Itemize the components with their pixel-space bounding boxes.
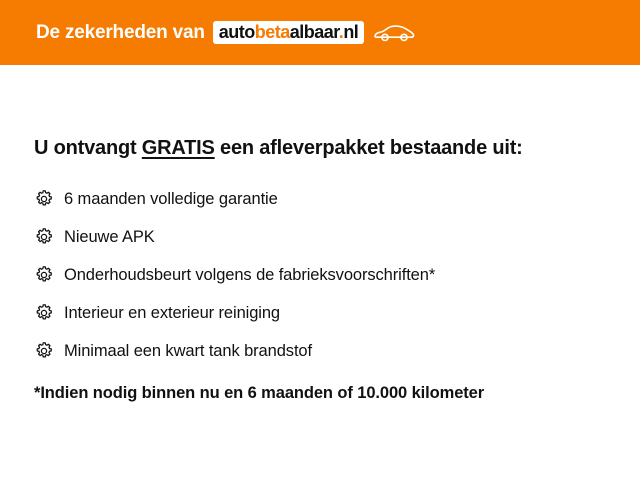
logo-part-nl: nl (343, 21, 359, 42)
page-header (0, 0, 640, 65)
logo-part-dot: . (338, 21, 344, 42)
list-item (34, 340, 606, 362)
gear-icon (34, 341, 54, 361)
headline-highlight: GRATIS (141, 137, 215, 159)
list-item (34, 226, 606, 248)
list-item-label: Interieur en exterieur reiniging (64, 303, 281, 322)
headline-after: een afleverpakket bestaande uit: (214, 137, 523, 159)
list-item-label: Minimaal een kwart tank brandstof (64, 341, 312, 360)
footnote: *Indien nodig binnen nu en 6 maanden of 10.000 kilometer (34, 384, 485, 402)
gear-icon (34, 189, 54, 209)
page-title (34, 137, 606, 160)
benefits-list (34, 188, 606, 362)
gear-icon (34, 265, 54, 285)
header-title: De zekerheden van (36, 21, 205, 43)
logo-part-auto: auto (218, 21, 255, 42)
car-icon (373, 22, 415, 42)
list-item (34, 264, 606, 286)
gear-icon (34, 303, 54, 323)
page-content (0, 137, 640, 403)
headline-before: U ontvangt (34, 137, 142, 159)
logo-part-beta: beta (254, 21, 290, 42)
list-item (34, 188, 606, 210)
list-item (34, 302, 606, 324)
logo-part-albaar: albaar (289, 21, 339, 42)
list-item-label: Nieuwe APK (64, 227, 155, 246)
autobetaalbaar-logo (213, 21, 416, 45)
gear-icon (34, 227, 54, 247)
list-item-label: 6 maanden volledige garantie (64, 189, 278, 208)
logo-wordmark (213, 21, 365, 45)
list-item-label: Onderhoudsbeurt volgens de fabrieksvoorschriften* (64, 265, 436, 284)
